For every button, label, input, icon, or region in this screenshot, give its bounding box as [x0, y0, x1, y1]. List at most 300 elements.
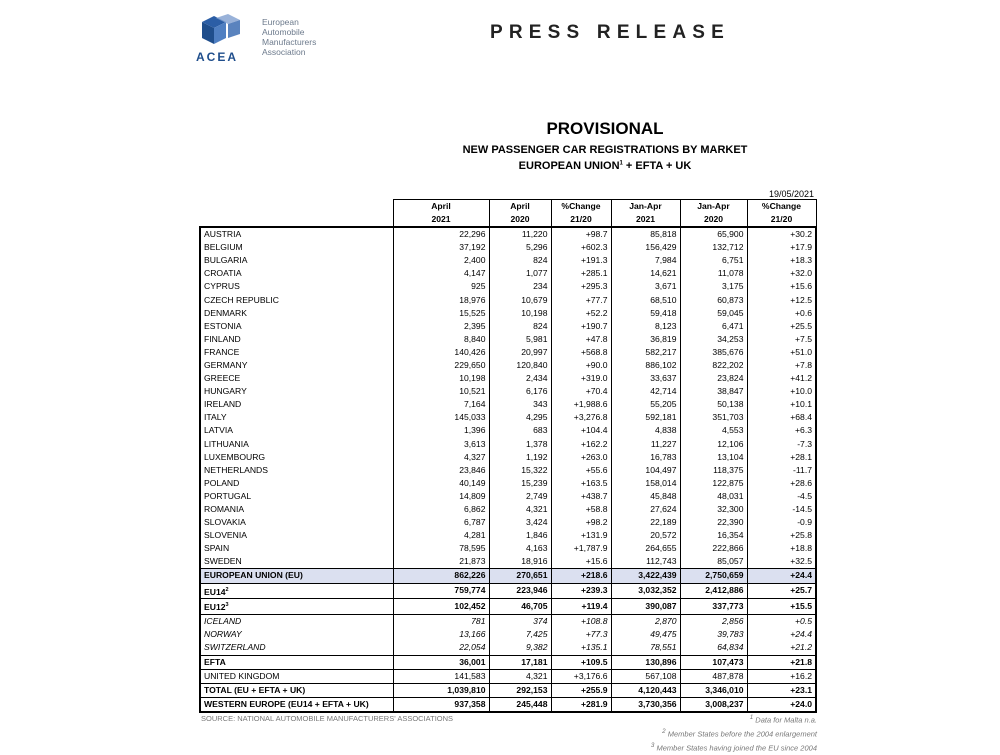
row-label: SPAIN — [200, 542, 393, 555]
cell-value: 270,651 — [489, 569, 551, 583]
cell-value: +32.5 — [747, 555, 816, 569]
cell-value: 4,838 — [611, 424, 680, 437]
row-label: ITALY — [200, 411, 393, 424]
cell-value: +24.0 — [747, 697, 816, 712]
col-header: April — [393, 200, 489, 214]
cell-value: 38,847 — [680, 385, 747, 398]
cell-value: +1,787.9 — [551, 542, 611, 555]
cell-value: 567,108 — [611, 669, 680, 683]
press-release-heading: PRESS RELEASE — [490, 22, 731, 43]
efta-country-row — [200, 628, 816, 641]
cell-value: 2,749 — [489, 490, 551, 503]
row-label: NETHERLANDS — [200, 464, 393, 477]
cell-value: 374 — [489, 615, 551, 629]
cell-value: 141,583 — [393, 669, 489, 683]
row-label: LATVIA — [200, 424, 393, 437]
row-label: HUNGARY — [200, 385, 393, 398]
col-header: 21/20 — [747, 213, 816, 227]
cell-value: 292,153 — [489, 683, 551, 697]
cell-value: 4,295 — [489, 411, 551, 424]
cell-value: +602.3 — [551, 241, 611, 254]
table-row — [200, 267, 816, 280]
cell-value: 6,471 — [680, 320, 747, 333]
cell-value: -4.5 — [747, 490, 816, 503]
cell-value: 229,650 — [393, 359, 489, 372]
cell-value: +7.8 — [747, 359, 816, 372]
cell-value: 592,181 — [611, 411, 680, 424]
cell-value: +191.3 — [551, 254, 611, 267]
cell-value: +15.6 — [551, 555, 611, 569]
cell-value: 1,396 — [393, 424, 489, 437]
cell-value: 78,551 — [611, 641, 680, 655]
cell-value: +55.6 — [551, 464, 611, 477]
table-row — [200, 346, 816, 359]
cell-value: 6,751 — [680, 254, 747, 267]
cell-value: 23,824 — [680, 372, 747, 385]
cell-value: +295.3 — [551, 280, 611, 293]
cell-value: 37,192 — [393, 241, 489, 254]
row-label: IRELAND — [200, 398, 393, 411]
cell-value: 4,553 — [680, 424, 747, 437]
cell-value: 11,220 — [489, 227, 551, 241]
cell-value: +3,276.8 — [551, 411, 611, 424]
row-label: CYPRUS — [200, 280, 393, 293]
cell-value: 156,429 — [611, 241, 680, 254]
cell-value: 4,147 — [393, 267, 489, 280]
footnote-2: $^2$ Member States before the 2004 enlargement — [662, 728, 817, 739]
table-row — [200, 333, 816, 346]
table-row — [200, 477, 816, 490]
cell-value: +17.9 — [747, 241, 816, 254]
cell-value: 8,840 — [393, 333, 489, 346]
page-subtitle: NEW PASSENGER CAR REGISTRATIONS BY MARKET — [462, 144, 748, 156]
cell-value: 59,045 — [680, 307, 747, 320]
cell-value: 886,102 — [611, 359, 680, 372]
cell-value: +255.9 — [551, 683, 611, 697]
cell-value: 158,014 — [611, 477, 680, 490]
cell-value: 16,354 — [680, 529, 747, 542]
cell-value: +28.6 — [747, 477, 816, 490]
cell-value: 118,375 — [680, 464, 747, 477]
cell-value: 85,057 — [680, 555, 747, 569]
cell-value: 245,448 — [489, 697, 551, 712]
cell-value: 3,424 — [489, 516, 551, 529]
cell-value: +15.6 — [747, 280, 816, 293]
cell-value: 10,198 — [489, 307, 551, 320]
efta-country-row — [200, 615, 816, 629]
cell-value: 59,418 — [611, 307, 680, 320]
col-header: Jan-Apr — [611, 200, 680, 214]
cell-value: 64,834 — [680, 641, 747, 655]
cell-value: -14.5 — [747, 503, 816, 516]
cell-value: 27,624 — [611, 503, 680, 516]
cell-value: 3,008,237 — [680, 697, 747, 712]
cell-value: 3,346,010 — [680, 683, 747, 697]
cell-value: 11,227 — [611, 438, 680, 451]
cell-value: 4,327 — [393, 451, 489, 464]
cell-value: 21,873 — [393, 555, 489, 569]
cell-value: -0.9 — [747, 516, 816, 529]
cell-value: 14,621 — [611, 267, 680, 280]
table-row — [200, 280, 816, 293]
col-header: 2020 — [680, 213, 747, 227]
col-header: %Change — [551, 200, 611, 214]
cell-value: 22,189 — [611, 516, 680, 529]
cell-value: 49,475 — [611, 628, 680, 641]
western-europe-row — [200, 697, 816, 712]
cell-value: 2,856 — [680, 615, 747, 629]
cell-value: +0.5 — [747, 615, 816, 629]
cell-value: 39,783 — [680, 628, 747, 641]
row-label: POLAND — [200, 477, 393, 490]
cell-value: 7,164 — [393, 398, 489, 411]
logo-acronym: ACEA — [196, 50, 239, 64]
cell-value: +12.5 — [747, 293, 816, 306]
cell-value: 385,676 — [680, 346, 747, 359]
cell-value: +0.6 — [747, 307, 816, 320]
row-label: SLOVENIA — [200, 529, 393, 542]
row-label: ESTONIA — [200, 320, 393, 333]
eu-total-row — [200, 569, 816, 583]
cell-value: +21.8 — [747, 655, 816, 669]
row-label: SLOVAKIA — [200, 516, 393, 529]
header-row — [200, 213, 816, 227]
cell-value: 759,774 — [393, 583, 489, 599]
cell-value: 2,434 — [489, 372, 551, 385]
cell-value: +58.8 — [551, 503, 611, 516]
cell-value: 3,032,352 — [611, 583, 680, 599]
cell-value: 15,239 — [489, 477, 551, 490]
col-header: 2021 — [393, 213, 489, 227]
row-label: ROMANIA — [200, 503, 393, 516]
cell-value: 10,198 — [393, 372, 489, 385]
cell-value: 122,875 — [680, 477, 747, 490]
table-row — [200, 438, 816, 451]
cell-value: +98.2 — [551, 516, 611, 529]
row-label: EFTA — [200, 655, 393, 669]
source-note: SOURCE: NATIONAL AUTOMOBILE MANUFACTURERS' ASSOCIATIONS — [201, 714, 454, 723]
row-label: UNITED KINGDOM — [200, 669, 393, 683]
table-row — [200, 411, 816, 424]
row-label: ICELAND — [200, 615, 393, 629]
cell-value: 16,783 — [611, 451, 680, 464]
cell-value: +135.1 — [551, 641, 611, 655]
cell-value: +24.4 — [747, 628, 816, 641]
row-label: LITHUANIA — [200, 438, 393, 451]
cell-value: +6.3 — [747, 424, 816, 437]
table-row — [200, 490, 816, 503]
cell-value: +32.0 — [747, 267, 816, 280]
row-label: BELGIUM — [200, 241, 393, 254]
row-label: CZECH REPUBLIC — [200, 293, 393, 306]
table-row — [200, 385, 816, 398]
cell-value: 14,809 — [393, 490, 489, 503]
col-header: %Change — [747, 200, 816, 214]
cell-value: +18.3 — [747, 254, 816, 267]
cell-value: 3,671 — [611, 280, 680, 293]
table-row — [200, 424, 816, 437]
cell-value: 33,637 — [611, 372, 680, 385]
cell-value: +16.2 — [747, 669, 816, 683]
release-date: 19/05/2021 — [768, 189, 814, 199]
row-label: GREECE — [200, 372, 393, 385]
cell-value: +163.5 — [551, 477, 611, 490]
row-label: SWEDEN — [200, 555, 393, 569]
table-row — [200, 372, 816, 385]
cell-value: 9,382 — [489, 641, 551, 655]
cell-value: 937,358 — [393, 697, 489, 712]
row-label: GERMANY — [200, 359, 393, 372]
row-label: LUXEMBOURG — [200, 451, 393, 464]
cell-value: +3,176.6 — [551, 669, 611, 683]
row-label: PORTUGAL — [200, 490, 393, 503]
table-row — [200, 320, 816, 333]
cell-value: 65,900 — [680, 227, 747, 241]
cell-value: 17,181 — [489, 655, 551, 669]
cell-value: 10,679 — [489, 293, 551, 306]
cell-value: 1,077 — [489, 267, 551, 280]
table-row — [200, 542, 816, 555]
cell-value: 36,819 — [611, 333, 680, 346]
cell-value: 107,473 — [680, 655, 747, 669]
cell-value: 15,322 — [489, 464, 551, 477]
cell-value: 85,818 — [611, 227, 680, 241]
cell-value: 5,296 — [489, 241, 551, 254]
cell-value: 10,521 — [393, 385, 489, 398]
cell-value: +30.2 — [747, 227, 816, 241]
cell-value: 234 — [489, 280, 551, 293]
cell-value: +119.4 — [551, 599, 611, 615]
cell-value: +23.1 — [747, 683, 816, 697]
row-label: SWITZERLAND — [200, 641, 393, 655]
cell-value: 145,033 — [393, 411, 489, 424]
cell-value: 351,703 — [680, 411, 747, 424]
cell-value: 104,497 — [611, 464, 680, 477]
cell-value: 36,001 — [393, 655, 489, 669]
cell-value: +218.6 — [551, 569, 611, 583]
cell-value: +108.8 — [551, 615, 611, 629]
cell-value: +52.2 — [551, 307, 611, 320]
cell-value: 12,106 — [680, 438, 747, 451]
cell-value: +70.4 — [551, 385, 611, 398]
cell-value: 343 — [489, 398, 551, 411]
cell-value: 582,217 — [611, 346, 680, 359]
cell-value: 132,712 — [680, 241, 747, 254]
cell-value: +131.9 — [551, 529, 611, 542]
row-label: WESTERN EUROPE (EU14 + EFTA + UK) — [200, 697, 393, 712]
cell-value: +162.2 — [551, 438, 611, 451]
cell-value: 22,390 — [680, 516, 747, 529]
cell-value: 22,054 — [393, 641, 489, 655]
row-label: $EU12^3$ — [200, 599, 393, 615]
acea-logo — [196, 14, 242, 50]
cell-value: 22,296 — [393, 227, 489, 241]
cell-value: 20,572 — [611, 529, 680, 542]
table-row — [200, 555, 816, 569]
cell-value: 683 — [489, 424, 551, 437]
cell-value: 23,846 — [393, 464, 489, 477]
cell-value: 34,253 — [680, 333, 747, 346]
cell-value: +47.8 — [551, 333, 611, 346]
cell-value: +77.7 — [551, 293, 611, 306]
cell-value: 32,300 — [680, 503, 747, 516]
page-subtitle-scope: EUROPEAN $UNION^1$ + EFTA + UK — [518, 160, 692, 172]
table-row — [200, 529, 816, 542]
eu14-row — [200, 583, 816, 599]
cell-value: 7,984 — [611, 254, 680, 267]
cell-value: 13,104 — [680, 451, 747, 464]
row-label: FINLAND — [200, 333, 393, 346]
row-label: DENMARK — [200, 307, 393, 320]
cell-value: 4,321 — [489, 669, 551, 683]
cell-value: 3,613 — [393, 438, 489, 451]
cell-value: +285.1 — [551, 267, 611, 280]
efta-country-row — [200, 641, 816, 655]
cell-value: 102,452 — [393, 599, 489, 615]
cell-value: 1,039,810 — [393, 683, 489, 697]
cell-value: 487,878 — [680, 669, 747, 683]
cell-value: 3,175 — [680, 280, 747, 293]
cell-value: +263.0 — [551, 451, 611, 464]
cell-value: 13,166 — [393, 628, 489, 641]
cell-value: -11.7 — [747, 464, 816, 477]
row-label: EUROPEAN UNION (EU) — [200, 569, 393, 583]
cell-value: +10.1 — [747, 398, 816, 411]
cell-value: 130,896 — [611, 655, 680, 669]
table-row — [200, 254, 816, 267]
header-row — [200, 200, 816, 214]
cell-value: 6,176 — [489, 385, 551, 398]
cell-value: 2,870 — [611, 615, 680, 629]
col-header: Jan-Apr — [680, 200, 747, 214]
row-label: TOTAL (EU + EFTA + UK) — [200, 683, 393, 697]
cell-value: +68.4 — [747, 411, 816, 424]
cell-value: 1,378 — [489, 438, 551, 451]
table-row — [200, 398, 816, 411]
cell-value: 18,916 — [489, 555, 551, 569]
cell-value: 6,862 — [393, 503, 489, 516]
col-header: 21/20 — [551, 213, 611, 227]
cell-value: +190.7 — [551, 320, 611, 333]
cell-value: +25.8 — [747, 529, 816, 542]
cell-value: 60,873 — [680, 293, 747, 306]
cell-value: 390,087 — [611, 599, 680, 615]
page-title: PROVISIONAL — [546, 119, 664, 138]
cell-value: 1,846 — [489, 529, 551, 542]
cell-value: 781 — [393, 615, 489, 629]
cell-value: +1,988.6 — [551, 398, 611, 411]
cell-value: +77.3 — [551, 628, 611, 641]
cell-value: 925 — [393, 280, 489, 293]
cell-value: 4,321 — [489, 503, 551, 516]
table-row — [200, 307, 816, 320]
cell-value: +281.9 — [551, 697, 611, 712]
cell-value: 40,149 — [393, 477, 489, 490]
col-header: April — [489, 200, 551, 214]
cell-value: +21.2 — [747, 641, 816, 655]
cell-value: 5,981 — [489, 333, 551, 346]
table-row — [200, 464, 816, 477]
col-header: 2020 — [489, 213, 551, 227]
table-row — [200, 451, 816, 464]
cell-value: 1,192 — [489, 451, 551, 464]
cell-value: 8,123 — [611, 320, 680, 333]
row-label: BULGARIA — [200, 254, 393, 267]
cell-value: 4,163 — [489, 542, 551, 555]
cell-value: +90.0 — [551, 359, 611, 372]
cell-value: +104.4 — [551, 424, 611, 437]
cell-value: +98.7 — [551, 227, 611, 241]
registrations-table — [199, 199, 817, 713]
cell-value: 11,078 — [680, 267, 747, 280]
cell-value: 45,848 — [611, 490, 680, 503]
cell-value: 2,400 — [393, 254, 489, 267]
cell-value: +10.0 — [747, 385, 816, 398]
logo-wordmark: European Automobile Manufacturers Association — [262, 17, 317, 57]
cell-value: -7.3 — [747, 438, 816, 451]
uk-row — [200, 669, 816, 683]
cell-value: +7.5 — [747, 333, 816, 346]
cell-value: +25.7 — [747, 583, 816, 599]
cell-value: 4,120,443 — [611, 683, 680, 697]
cell-value: 18,976 — [393, 293, 489, 306]
cell-value: +18.8 — [747, 542, 816, 555]
cell-value: 7,425 — [489, 628, 551, 641]
cell-value: 42,714 — [611, 385, 680, 398]
cell-value: 15,525 — [393, 307, 489, 320]
row-label: AUSTRIA — [200, 227, 393, 241]
cell-value: 824 — [489, 320, 551, 333]
table-row — [200, 359, 816, 372]
cell-value: 223,946 — [489, 583, 551, 599]
cell-value: +109.5 — [551, 655, 611, 669]
cell-value: 4,281 — [393, 529, 489, 542]
cell-value: 824 — [489, 254, 551, 267]
cell-value: 2,412,886 — [680, 583, 747, 599]
cell-value: +438.7 — [551, 490, 611, 503]
footnote-1: $^1$ Data for Malta n.a. — [749, 714, 817, 725]
cell-value: 120,840 — [489, 359, 551, 372]
cell-value: 264,655 — [611, 542, 680, 555]
cell-value: 337,773 — [680, 599, 747, 615]
cell-value: 68,510 — [611, 293, 680, 306]
cell-value: 140,426 — [393, 346, 489, 359]
cell-value: 78,595 — [393, 542, 489, 555]
cell-value: +319.0 — [551, 372, 611, 385]
cell-value: +25.5 — [747, 320, 816, 333]
cell-value: +239.3 — [551, 583, 611, 599]
cell-value: 862,226 — [393, 569, 489, 583]
cell-value: 222,866 — [680, 542, 747, 555]
table-row — [200, 516, 816, 529]
cell-value: +41.2 — [747, 372, 816, 385]
cell-value: 3,730,356 — [611, 697, 680, 712]
efta-total-row — [200, 655, 816, 669]
row-label: NORWAY — [200, 628, 393, 641]
cell-value: +51.0 — [747, 346, 816, 359]
cell-value: +24.4 — [747, 569, 816, 583]
table-row — [200, 293, 816, 306]
table-row — [200, 241, 816, 254]
row-label: FRANCE — [200, 346, 393, 359]
cell-value: 822,202 — [680, 359, 747, 372]
grand-total-row — [200, 683, 816, 697]
cell-value: +15.5 — [747, 599, 816, 615]
cell-value: 55,205 — [611, 398, 680, 411]
row-label: $EU14^2$ — [200, 583, 393, 599]
table-row — [200, 503, 816, 516]
col-header: 2021 — [611, 213, 680, 227]
